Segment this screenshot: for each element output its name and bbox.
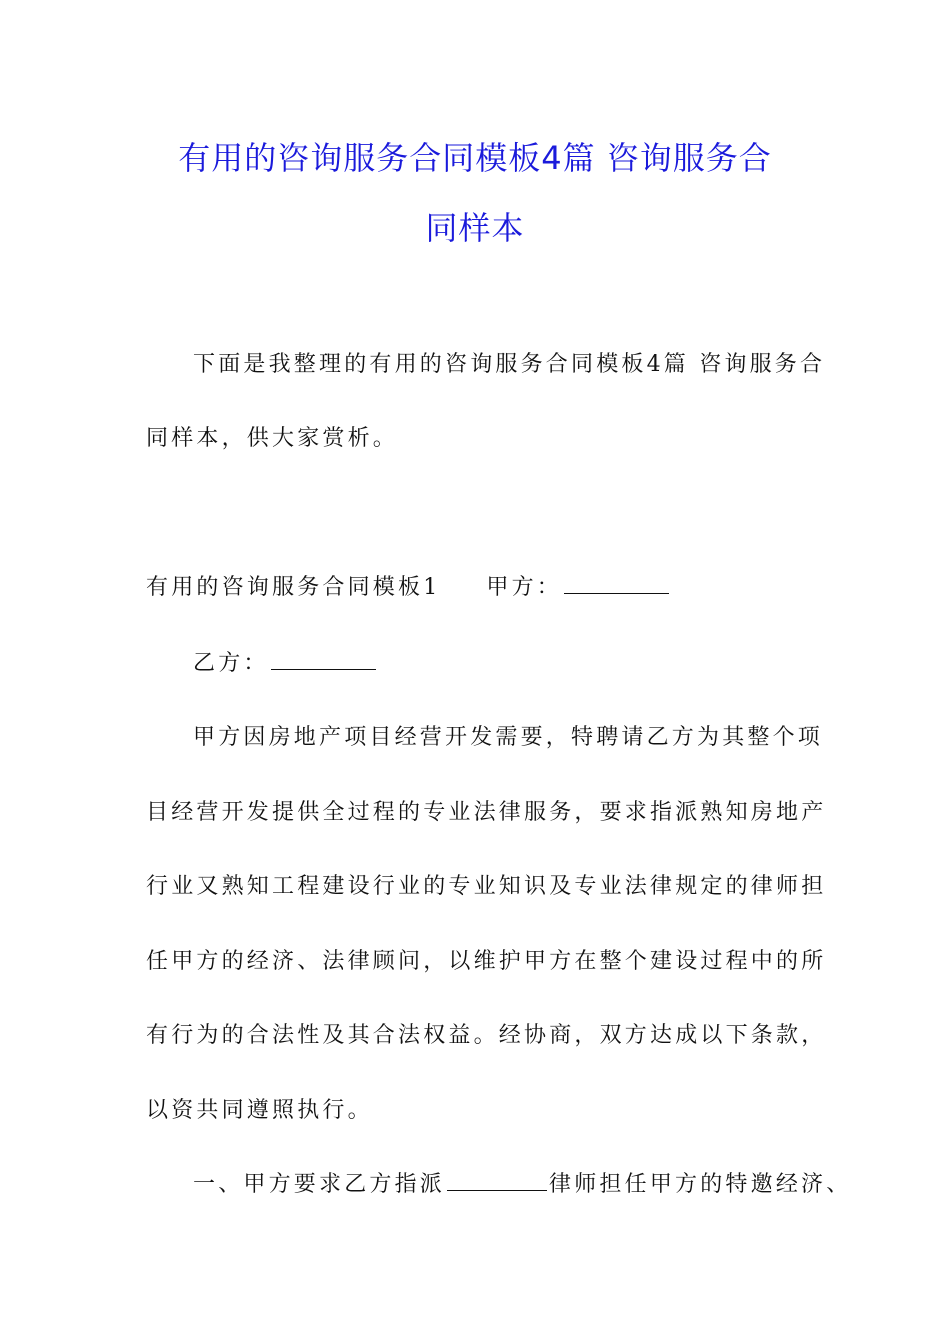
intro-line-2: 同样本，供大家赏析。 (146, 426, 399, 451)
party-b-blank (271, 649, 376, 670)
document-title-line-2: 同样本 (425, 209, 525, 247)
body-line-2: 目经营开发提供全过程的专业法律服务，要求指派熟知房地产 (146, 800, 827, 825)
body-line-4: 任甲方的经济、法律顾问，以维护甲方在整个建设过程中的所 (146, 949, 827, 974)
clause-1-row (193, 1167, 851, 1198)
intro-line-1: 下面是我整理的有用的咨询服务合同模板4篇 咨询服务合 (193, 352, 826, 377)
party-b-row (193, 646, 378, 677)
clause-1-prefix: 一、甲方要求乙方指派 (193, 1172, 446, 1197)
body-line-6: 以资共同遵照执行。 (146, 1098, 373, 1123)
body-line-5: 有行为的合法性及其合法权益。经协商，双方达成以下条款， (146, 1023, 827, 1048)
section-heading-row (146, 570, 671, 601)
clause-1-suffix: 律师担任甲方的特邀经济、 (549, 1172, 852, 1197)
body-line-3: 行业又熟知工程建设行业的专业知识及专业法律规定的律师担 (146, 874, 827, 899)
party-a-label: 甲方： (486, 575, 563, 600)
lawyer-name-blank (447, 1170, 547, 1191)
party-a-blank (564, 573, 669, 594)
party-b-label: 乙方： (193, 651, 269, 676)
section-1-heading: 有用的咨询服务合同模板1 (146, 575, 441, 600)
document-title-line-1: 有用的咨询服务合同模板4篇 咨询服务合 (178, 139, 772, 177)
body-line-1: 甲方因房地产项目经营开发需要，特聘请乙方为其整个项 (193, 725, 824, 750)
